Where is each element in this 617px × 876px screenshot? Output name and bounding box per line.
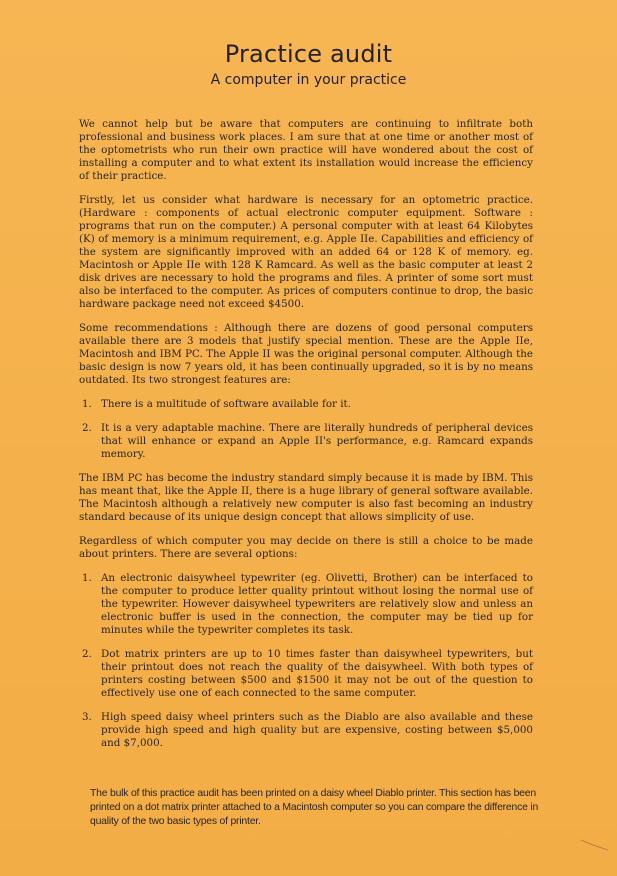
list-item-number: 1. [82, 572, 92, 584]
list-item-text: High speed daisy wheel printers such as the Diablo are also available and these provide high speed and high quality but are expensive, costing between $5,000 and $7,000. [101, 711, 533, 749]
list-item-text: It is a very adaptable machine. There are literally hundreds of peripheral devices that will enhance or expand an Apple II's performance, e.g. Ramcard expands memory. [101, 422, 533, 460]
pen-mark-decoration [580, 838, 610, 852]
list-item [79, 422, 533, 461]
list-item-number: 2. [82, 422, 92, 434]
list-item [79, 648, 533, 700]
page-subtitle: A computer in your practice [210, 72, 407, 88]
list-item-text: An electronic daisywheel typewriter (eg. Olivetti, Brother) can be interfaced to the computer to produce letter quality printout without losing the normal use of the typewriter. However daisywheel typewriters are relatively slow and unless an electronic buffer is used in the connection, the computer may be tied up for minutes while the typewriter completes its task. [101, 572, 533, 636]
paragraph-recommendations: Some recommendations : Although there are dozens of good personal computers available there are 3 models that justify special mention. These are the Apple IIe, Macintosh and IBM PC. The Apple II was the original personal computer. Although the basic design is now 7 years old, it has been continually upgraded, so it is by no means outdated. Its two strongest features are: [79, 322, 533, 386]
list-item [79, 572, 533, 637]
list-item-text: There is a multitude of software available for it. [101, 398, 351, 410]
list-item [79, 398, 533, 411]
list-item-number: 1. [82, 398, 92, 410]
list-item [79, 711, 533, 750]
paragraph-ibm: The IBM PC has become the industry standard simply because it is made by IBM. This has meant that, like the Apple II, there is a huge library of general software available. The Macintosh although a relatively new computer is also fast becoming an industry standard because of its unique design concept that allows simplicity of use. [79, 472, 533, 523]
list-item-number: 3. [82, 711, 92, 723]
paragraph-printers: Regardless of which computer you may decide on there is still a choice to be made about printers. There are several options: [79, 535, 533, 560]
dot-matrix-footer-note: The bulk of this practice audit has been printed on a daisy wheel Diablo printer. This section has been printed on a dot matrix printer attached to a Macintosh computer so you can compare the difference in quality of the two basic types of printer. [90, 788, 539, 827]
paragraph-intro: We cannot help but be aware that computers are continuing to infiltrate both professional and business work places. I am sure that at one time or another most of the optometrists who run their own practice will have wondered about the cost of installing a computer and to what extent its installation would increase the efficiency of their practice. [79, 118, 533, 182]
apple-features-list [79, 398, 533, 461]
list-item-text: Dot matrix printers are up to 10 times faster than daisywheel typewriters, but their printout does not reach the quality of the daisywheel. With both types of printers costing between $500 and $1500 it may not be out of the question to effectively use one of each connected to the same computer. [101, 648, 533, 699]
article-body [79, 118, 533, 761]
paragraph-hardware: Firstly, let us consider what hardware is necessary for an optometric practice. (Hardware : components of actual electronic computer equipment. Software : programs that run on the computer.) A personal computer with at least 64 Kilobytes (K) of memory is a minimum requirement, e.g. Apple IIe. Capabilities and efficiency of the system are significantly improved with an added 64 or 128 K of memory. eg. Macintosh or Apple IIe with 128 K Ramcard. As well as the basic computer at least 2 disk drives are necessary to hold the programs and files. A printer of some sort must also be interfaced to the computer. As prices of computers continue to drop, the basic hardware package need not exceed $4500. [79, 194, 533, 310]
page-title: Practice audit [224, 40, 393, 68]
list-item-number: 2. [82, 648, 92, 660]
printer-options-list [79, 572, 533, 750]
